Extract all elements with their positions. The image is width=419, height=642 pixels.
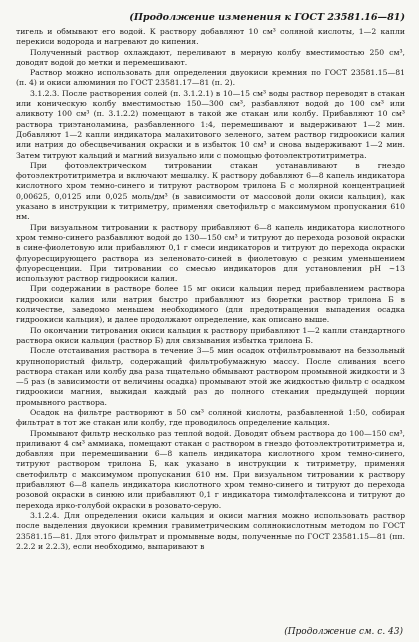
- page-header: (Продолжение изменения к ГОСТ 23581.16—81): [129, 12, 405, 23]
- paragraph-11: Промывают фильтр несколько раз теплой водой. Доводят объем раствора до 100—150 см³, приливают 4 см³ аммиака, помещают стакан с раствором в гнездо фотоэлектротитриметра и, добавляя при перемешивании 6—8 капель индикатора кислотного хром темно-синего, титруют раствором трилона Б, как указано в инструкции к титриметру, применяя светофильтр с максимумом пропускания 610 нм. При визуальном титровании к раствору прибавляют 6—8 капель индикатора кислотного хром темно-синего и титруют до перехода розовой окраски в синюю или прибавляют 0,1 г индикатора тимолфталексона и титруют до перехода ярко-голубой окраски в розовато-серую.: [16, 428, 405, 510]
- page-footer: (Продолжение см. с. 43): [284, 627, 403, 637]
- paragraph-12: 3.1.2.4. Для определения окиси кальция и окиси магния можно использовать раствор после выделения двуокиси кремния гравиметрическим солянокислотным методом по ГОСТ 23581.15—81. Для этого фильтрат и промывные воды, полученные по ГОСТ 23581.15—81 (пп. 2.2.2 и 2.2.3), если необходимо, выпаривают в: [16, 510, 405, 551]
- paragraph-10: Осадок на фильтре растворяют в 50 см³ соляной кислоты, разбавленной 1:50, собирая фильтрат в тот же стакан или колбу, где проводилось определение кальция.: [16, 407, 405, 428]
- paragraph-3: Раствор можно использовать для определения двуокиси кремния по ГОСТ 23581.15—81 (п. 4) и окиси алюминия по ГОСТ 23581.17—81 (п. 2).: [16, 68, 405, 88]
- paragraph-4: 3.1.2.3. После растворения солей (п. 3.1.2.1) в 10—15 см³ воды раствор переводят в стакан или коническую колбу вместимостью 150—300 см³, разбавляют водой до 100 см³ или аликвоту 100 см³ (п. 3.1.2.2) помещают в такой же стакан или колбу. Прибавляют 10 см³ раствора триэтаноламина, разбавленного 1:4, перемешивают и выдерживают 1—2 мин. Добавляют 1—2 капли индикатора малахитового зеленого, затем раствор гидроокиси калия или натрия до обесцвечивания окраски и в избыток 10 см³ и снова выдерживают 1—2 мин. Затем титруют кальций и магний визуально или с помощью фотоэлектротитриметра.: [16, 88, 405, 160]
- paragraph-7: При содержании в растворе более 15 мг окиси кальция перед прибавлением раствора гидроокиси калия или натрия быстро прибавляют из бюретки раствор трилона Б в количестве, заведомо меньшем необходимого (для предотвращения выпадения осадка гидроокиси кальция), и далее продолжают определение, как описано выше.: [16, 284, 405, 325]
- body-text: [16, 27, 405, 552]
- paragraph-6: При визуальном титровании к раствору прибавляют 6—8 капель индикатора кислотного хром темно-синего разбавляют водой до 130—150 см³ и титруют до перехода розовой окраски в сине-фиолетовую или прибавляют 0,1 г смеси индикаторов и титруют до перехода окраски флуоресцирующего раствора из зеленовато-синей в фиолетовую с резким уменьшением флуоресценции. При титровании со смесью индикаторов для установления рН ~13 используют раствор гидроокиси калия.: [16, 222, 405, 284]
- paragraph-1: тигель и обмывают его водой. К раствору добавляют 10 см³ соляной кислоты, 1—2 капли перекиси водорода и нагревают до кипения.: [16, 27, 405, 47]
- paragraph-9: После отстаивания раствора в течение 3—5 мин осадок отфильтровывают на беззольный крупнопористый фильтр, содержащий фильтробумажную массу. После сливания всего раствора стакан или колбу два раза тщательно обмывают раствором промывной жидкости и 3—5 раз (в зависимости от величины осадка) промывают этой же жидкостью фильтр с осадком гидроокиси магния, выжидая каждый раз до полного стекания предыдущей порции промывного раствора.: [16, 346, 405, 407]
- paragraph-8: По окончании титрования окиси кальция к раствору прибавляют 1—2 капли стандартного раствора окиси кальция (раствор Б) для связывания избытка трилона Б.: [16, 325, 405, 345]
- paragraph-2: Полученный раствор охлаждают, переливают в мерную колбу вместимостью 250 см³, доводят водой до метки и перемешивают.: [16, 47, 405, 67]
- paragraph-5: При фотоэлектрическом титровании стакан устанавливают в гнездо фотоэлектротитриметра и включают мешалку. К раствору добавляют 6—8 капель индикатора кислотного хром темно-синего и титруют раствором трилона Б с молярной концентрацией 0,00625, 0,0125 или 0,025 моль/дм³ (в зависимости от массовой доли окиси кальция), как указано в инструкции к титриметру, применяя светофильтр с максимумом пропускания 610 нм.: [16, 160, 405, 222]
